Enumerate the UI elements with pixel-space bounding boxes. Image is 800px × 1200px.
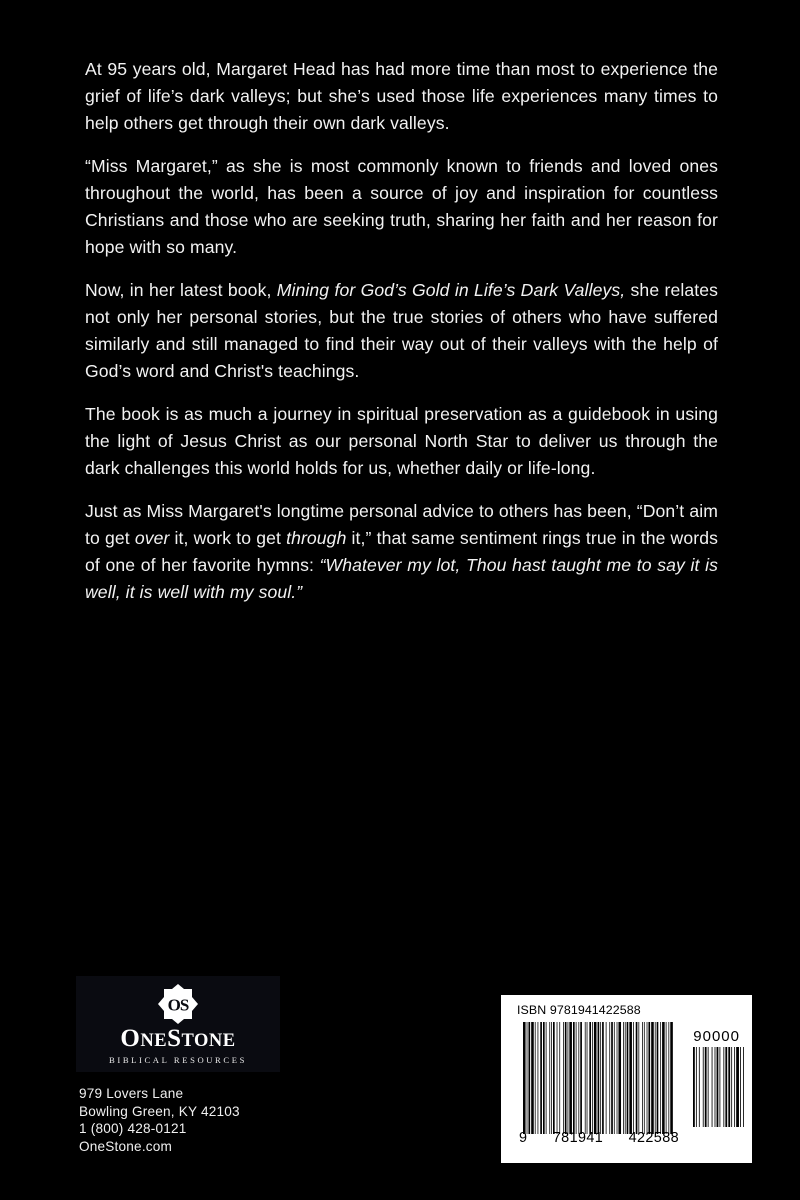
- isbn-barcode-panel: [501, 995, 752, 1163]
- wordmark-tone: TONE: [181, 1031, 236, 1051]
- book-title-italic: Mining for God’s Gold in Life’s Dark Valleys,: [276, 280, 626, 300]
- wordmark-ne: NE: [140, 1031, 168, 1051]
- blurb-run: The book is as much a journey in spiritual preservation as a guidebook in using the light of Jesus Christ as our personal North Star to deliver us through the dark challenges this world holds for us, whether daily or life-long.: [85, 404, 718, 478]
- hymn-quote-italic: “Whatever my lot, Thou hast taught me to say it is well, it is well with my soul.”: [85, 555, 718, 602]
- blurb-run: Just as Miss Margaret's longtime personal advice to others has been, “Don’t aim to get: [85, 501, 718, 548]
- publisher-tagline: BIBLICAL RESOURCES: [109, 1055, 247, 1065]
- barcode-human-readable-digits: [519, 1130, 679, 1146]
- emphasis-through: through: [286, 528, 347, 548]
- wordmark-o: O: [120, 1025, 141, 1052]
- barcode-addon-label: 90000: [693, 1028, 740, 1045]
- blurb-run: it, work to get: [169, 528, 287, 548]
- blurb-paragraph-1: [85, 56, 718, 137]
- ean5-addon-barcode-bars: [693, 1047, 745, 1127]
- svg-text:OS: OS: [167, 995, 189, 1015]
- address-line-phone: 1 (800) 428-0121: [79, 1121, 187, 1137]
- blurb-paragraph-2: [85, 153, 718, 261]
- wordmark-s: S: [167, 1025, 182, 1052]
- blurb-paragraph-3: [85, 277, 718, 385]
- address-line-city: Bowling Green, KY 42103: [79, 1103, 240, 1119]
- hr-digit-group-left: 9: [519, 1130, 528, 1146]
- blurb-paragraph-5: [85, 498, 718, 606]
- publisher-wordmark: [120, 1026, 235, 1051]
- publisher-logo: [76, 976, 280, 1072]
- blurb-run: Now, in her latest book,: [85, 280, 277, 300]
- isbn-label: ISBN 9781941422588: [517, 1003, 641, 1017]
- address-line-street: 979 Lovers Lane: [79, 1086, 184, 1101]
- blurb-run: At 95 years old, Margaret Head has had more time than most to experience the grief of life’s dark valleys; but she’s used those life experiences many times to help others get through their own dark valleys.: [85, 59, 718, 133]
- blurb-paragraph-4: [85, 401, 718, 482]
- blurb-run: she relates not only her personal stories, but the true stories of others who have suffered similarly and still managed to find their way out of their valleys with the help of God’s word and Christ's teachings.: [85, 280, 718, 381]
- back-cover-blurb: [85, 56, 718, 606]
- hr-digit-group-right: 422588: [628, 1130, 679, 1146]
- ean13-barcode-bars: [523, 1022, 673, 1134]
- hr-digit-group-mid: 781941: [552, 1130, 604, 1146]
- publisher-address: [79, 1085, 240, 1155]
- blurb-run: “Miss Margaret,” as she is most commonly known to friends and loved ones throughout the world, has been a source of joy and inspiration for countless Christians and those who are seeking truth, sharing her faith and her reason for hope with so many.: [85, 156, 718, 257]
- address-line-website: OneStone.com: [79, 1138, 173, 1154]
- emphasis-over: over: [134, 528, 170, 548]
- blurb-run: it,” that same sentiment rings true in the words of one of her favorite hymns:: [85, 528, 718, 575]
- onestone-monogram-icon: [157, 983, 199, 1025]
